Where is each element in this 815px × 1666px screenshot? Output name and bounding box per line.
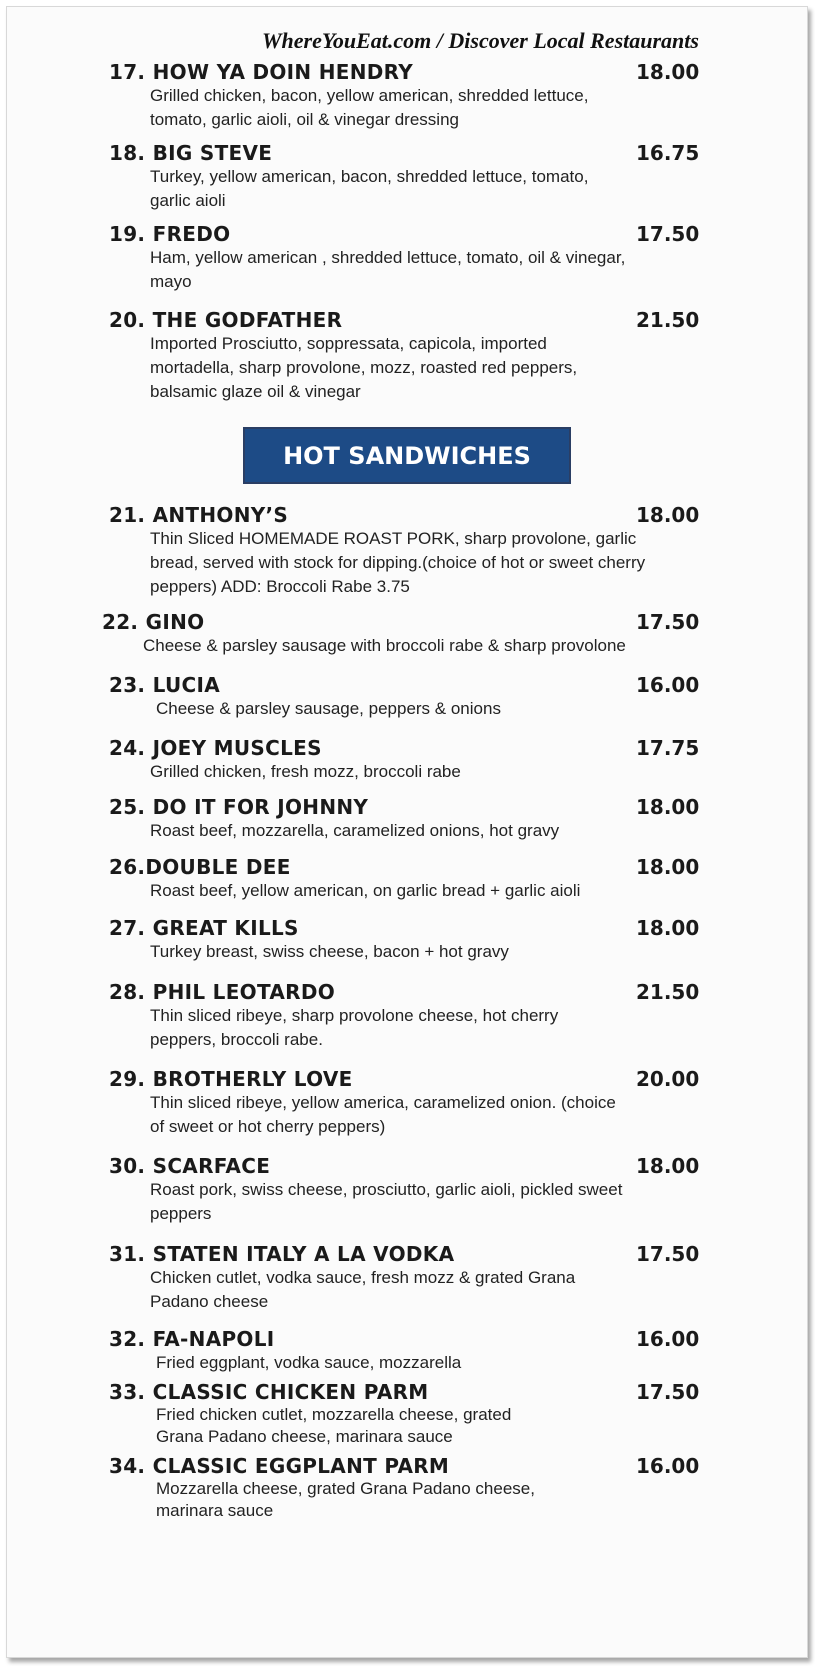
item-title: 26.DOUBLE DEE [109, 855, 291, 879]
item-price: 18.00 [636, 795, 700, 819]
section-banner-hot-sandwiches: HOT SANDWICHES [243, 427, 571, 484]
item-description: Cheese & parsley sausage, peppers & onions [156, 699, 501, 718]
item-description: Fried eggplant, vodka sauce, mozzarella [156, 1353, 462, 1372]
item-description: Thin sliced ribeye, sharp provolone cheese, hot cherry peppers, broccoli rabe. [150, 1006, 559, 1049]
item-title: 17. HOW YA DOIN HENDRY [109, 60, 414, 84]
item-title: 18. BIG STEVE [109, 141, 273, 165]
item-title: 23. LUCIA [109, 673, 220, 697]
item-price: 17.50 [636, 610, 700, 634]
item-price: 21.50 [636, 980, 700, 1004]
item-description: Chicken cutlet, vodka sauce, fresh mozz & grated Grana Padano cheese [150, 1268, 576, 1311]
item-price: 17.75 [636, 736, 700, 760]
item-price: 21.50 [636, 308, 700, 332]
item-title: 33. CLASSIC CHICKEN PARM [109, 1380, 429, 1404]
item-price: 16.00 [636, 673, 700, 697]
item-price: 18.00 [636, 855, 700, 879]
item-price: 17.50 [636, 222, 700, 246]
item-price: 18.00 [636, 1154, 700, 1178]
item-description: Grilled chicken, bacon, yellow american, shredded lettuce, tomato, garlic aioli, oil & vinegar dressing [150, 86, 589, 129]
item-title: 22. GINO [102, 610, 205, 634]
item-description: Ham, yellow american , shredded lettuce, tomato, oil & vinegar, mayo [150, 248, 626, 291]
item-title: 30. SCARFACE [109, 1154, 271, 1178]
item-description: Turkey, yellow american, bacon, shredded lettuce, tomato, garlic aioli [150, 167, 589, 210]
item-description: Cheese & parsley sausage with broccoli rabe & sharp provolone [143, 636, 626, 655]
item-title: 29. BROTHERLY LOVE [109, 1067, 353, 1091]
item-title: 20. THE GODFATHER [109, 308, 343, 332]
item-description: Fried chicken cutlet, mozzarella cheese, grated Grana Padano cheese, marinara sauce [156, 1405, 512, 1446]
item-description: Imported Prosciutto, soppressata, capicola, imported mortadella, sharp provolone, mozz, roasted red peppers, balsamic glaze oil & vinegar [150, 334, 578, 401]
item-description: Grilled chicken, fresh mozz, broccoli rabe [150, 762, 461, 781]
item-price: 16.75 [636, 141, 700, 165]
item-title: 19. FREDO [109, 222, 231, 246]
item-description: Roast beef, mozzarella, caramelized onions, hot gravy [150, 821, 560, 840]
item-description: Turkey breast, swiss cheese, bacon + hot gravy [150, 942, 509, 961]
item-price: 17.50 [636, 1380, 700, 1404]
item-description: Thin Sliced HOMEMADE ROAST PORK, sharp provolone, garlic bread, served with stock for dipping.(choice of hot or sweet cherry peppers) ADD: Broccoli Rabe 3.75 [150, 529, 646, 596]
item-title: 32. FA-NAPOLI [109, 1327, 275, 1351]
item-description: Thin sliced ribeye, yellow america, caramelized onion. (choice of sweet or hot cherry peppers) [150, 1093, 616, 1136]
item-title: 31. STATEN ITALY A LA VODKA [109, 1242, 455, 1266]
item-description: Roast beef, yellow american, on garlic bread + garlic aioli [150, 881, 581, 900]
item-title: 25. DO IT FOR JOHNNY [109, 795, 369, 819]
item-price: 17.50 [636, 1242, 700, 1266]
item-title: 24. JOEY MUSCLES [109, 736, 322, 760]
item-description: Mozzarella cheese, grated Grana Padano cheese, marinara sauce [156, 1479, 535, 1520]
watermark: WhereYouEat.com / Discover Local Restaurants [262, 28, 699, 53]
item-title: 21. ANTHONY’S [109, 503, 289, 527]
item-title: 28. PHIL LEOTARDO [109, 980, 336, 1004]
item-price: 16.00 [636, 1327, 700, 1351]
item-price: 18.00 [636, 60, 700, 84]
item-description: Roast pork, swiss cheese, prosciutto, garlic aioli, pickled sweet peppers [150, 1180, 623, 1223]
item-title: 27. GREAT KILLS [109, 916, 299, 940]
item-title: 34. CLASSIC EGGPLANT PARM [109, 1454, 450, 1478]
item-price: 18.00 [636, 916, 700, 940]
item-price: 16.00 [636, 1454, 700, 1478]
item-price: 18.00 [636, 503, 700, 527]
item-price: 20.00 [636, 1067, 700, 1091]
